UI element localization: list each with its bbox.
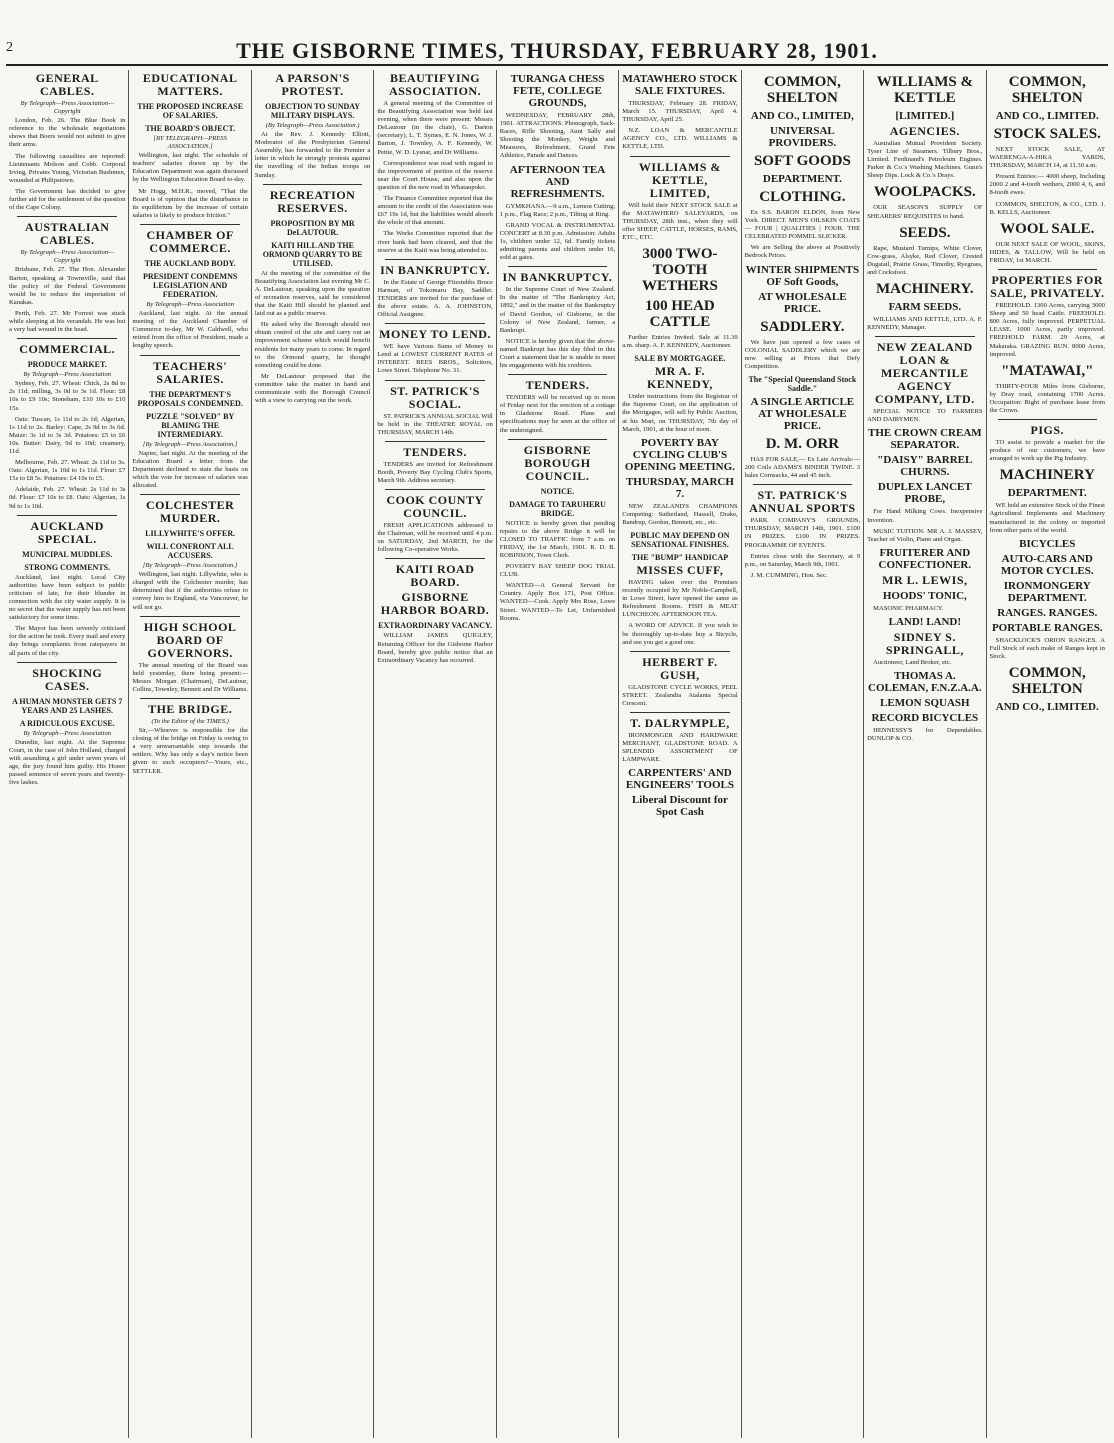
article-headline: AGENCIES.	[889, 124, 960, 138]
ad-display-heading: SEEDS.	[899, 224, 951, 241]
ad-line: LEMON SQUASH	[880, 696, 970, 709]
ad-display-heading: WILLIAMS & KETTLE	[876, 74, 973, 106]
article-subheading: OBJECTION TO SUNDAY MILITARY DISPLAYS.	[265, 102, 361, 120]
column-separator-rule	[140, 355, 239, 356]
article-paragraph: London, Feb. 26. The Blue Book in reference to the wholesale negotiations shows that Boers would not submit to give their arms.	[9, 117, 126, 149]
article-paragraph: GRAND VOCAL & INSTRUMENTAL CONCERT at 8.30 p.m. Admission: Adults 1s, children under 12, 6d. Family tickets admitting parents and children under 16, sold at gates.	[499, 221, 616, 262]
ad-display-heading: COMMON, SHELTON	[1008, 74, 1086, 106]
article-headline: AUCKLAND SPECIAL.	[30, 518, 104, 546]
ad-line: RANGES. RANGES.	[997, 606, 1098, 619]
column-separator-rule	[998, 419, 1097, 420]
column-separator-rule	[998, 269, 1097, 270]
article-paragraph: MASONIC PHARMACY.	[873, 604, 944, 612]
ad-line: PORTABLE RANGES.	[991, 621, 1103, 634]
ad-display-heading: STOCK SALES.	[993, 126, 1101, 142]
article-subheading: DAMAGE TO TARUHERU BRIDGE.	[509, 499, 606, 518]
column-separator-rule	[140, 616, 239, 617]
ad-line: TURANGA CHESS FETE, COLLEGE GROUNDS,	[510, 73, 605, 109]
article-paragraph: The Mayor has been severely criticised for the action he took. Every mail and every day brings complaints from ratepayers in all parts of the city.	[9, 625, 126, 657]
article-subheading: A HUMAN MONSTER GETS 7 YEARS AND 25 LASHES.	[12, 696, 123, 715]
article-paragraph: TENDERS will be received up to noon of Friday next for the erection of a cottage in Gladstone Road. Plans and specifications may be seen at the office of the undersigned.	[499, 394, 616, 434]
column-separator-rule	[17, 216, 117, 217]
column-separator-rule	[630, 156, 729, 157]
column-separator-rule	[385, 489, 484, 490]
article-subheading: THE BOARD'S OBJECT.	[145, 124, 236, 133]
article-subheading: KAITI HILL AND THE ORMOND QUARRY TO BE UTILISED.	[262, 240, 363, 268]
article-paragraph: GYMKHANA.—9 a.m., Lemon Cutting; 1 p.m., Flag Race; 2 p.m., Tilting at Ring.	[499, 202, 616, 218]
article-paragraph: Entries close with the Secretary, at 9 p.m., on Saturday, March 9th, 1901.	[744, 552, 861, 568]
ad-line: [LIMITED.]	[895, 110, 955, 122]
article-paragraph: A general meeting of the Committee of the Beautifying Association was held last evening, when there were present: Messrs DeLautour (in the chair), G. Darton (secretary), L. T. Symes, E. N. Jones, W. J. Barton, J. Townley, A. F. Kennedy, W. Pettie, W. D. Lysnar, and Dr Williams.	[377, 100, 493, 156]
newspaper-column	[741, 70, 863, 1438]
article-paragraph: GLADSTONE CYCLE WORKS, PEEL STREET. Zealandia Atalanta Special Crescent.	[622, 683, 738, 707]
article-headline: T. DALRYMPLE,	[630, 716, 730, 730]
article-headline: TEACHERS' SALARIES.	[153, 358, 228, 386]
article-paragraph: SPECIAL NOTICE TO FARMERS AND DAIRYMEN.	[867, 408, 983, 424]
newspaper-title: THE GISBORNE TIMES, THURSDAY, FEBRUARY 28, 1901.	[236, 38, 878, 63]
article-headline: NEW ZEALAND LOAN & MERCANTILE AGENCY COMPANY, LTD.	[874, 340, 975, 407]
article-headline: SHOCKING CASES.	[32, 665, 103, 693]
ad-display-heading: SOFT GOODS	[753, 153, 851, 169]
article-headline: KAITI ROAD BOARD.	[395, 562, 475, 590]
article-subheading: The "Special Queensland Stock Saddle."	[748, 374, 857, 393]
column-separator-rule	[385, 380, 484, 381]
article-headline: PROPERTIES FOR SALE, PRIVATELY.	[990, 273, 1105, 301]
article-paragraph: The annual meeting of the Board was held yesterday, there being present:—Messrs Morgan (Chairman), DeLautour, Collins, Townley, Bennett and Dr Williams.	[132, 661, 248, 693]
article-paragraph: At the Rev. J. Kennedy Elliott, Moderator of the Presbyterian General Assembly, has forwarded to the Premier a letter in which he strongly protests against the travelling of the Indian troops on Sunday.	[254, 131, 371, 179]
article-paragraph: Auckland, last night. Local City authorities have been subject to public criticism of late, for their blunder in connection with the city water supply. It is no secret that the water supply has not been satisfactory for some time.	[9, 573, 126, 622]
article-paragraph: POVERTY BAY SHEEP DOG TRIAL CLUB.	[499, 563, 616, 579]
column-separator-rule	[630, 651, 729, 652]
article-subheading: A RIDICULOUS EXCUSE.	[19, 718, 115, 728]
article-paragraph: The following casualties are reported: Lieutenants Molson and Cobb. Corporal Irving, Privates Young, Victorian Bushmen, wounded at Philipstown.	[9, 152, 126, 184]
column-separator-rule	[140, 224, 239, 225]
ad-line: THOMAS A. COLEMAN, F.N.Z.A.A.	[868, 669, 982, 694]
article-byline: [BY TELEGRAPH—PRESS ASSOCIATION.]	[153, 135, 227, 151]
article-paragraph: The Finance Committee reported that the amount to the credit of the Association was £67 19s 1d, but the liabilities would absorb the whole of that amount.	[377, 195, 493, 227]
ad-line: CARPENTERS' AND ENGINEERS' TOOLS	[625, 767, 734, 792]
ad-line: DUPLEX LANCET PROBE,	[877, 481, 972, 506]
article-paragraph: A WORD OF ADVICE. If you wish to be thoroughly up-to-date buy a Bicycle, and see you get a good one.	[622, 622, 738, 646]
article-paragraph: TENDERS are invited for Refreshment Booth, Poverty Bay Cycling Club's Sports, March 9th. Address secretary.	[377, 460, 493, 484]
columns-container	[6, 70, 1108, 1438]
article-paragraph: Wellington, last night. The schedule of teachers' salaries drawn up by the Education Department was again discussed by the Wellington Education Board to-day.	[132, 152, 248, 184]
newspaper-column	[251, 70, 373, 1438]
article-paragraph: Rape, Mustard Turnips, White Clover, Cow-grass, Alsyke, Red Clover, Crested Dogstail, Prairie Grass, Timothy, Ryegrass, and Cocksfoot.	[867, 244, 983, 276]
article-paragraph: IRONMONGER AND HARDWARE MERCHANT, GLADSTONE ROAD. A SPLENDID ASSORTMENT OF LAMPWARE.	[622, 732, 738, 764]
column-separator-rule	[385, 558, 484, 559]
ad-line: FRUITERER AND CONFECTIONER.	[878, 546, 972, 571]
article-paragraph: FREEHOLD. 1300 Acres, carrying 3000 Sheep and 50 head Cattle. FREEHOLD. 800 Acres, fully improved. PERPETUAL LEASE. 1000 Acres, partly improved. FREEHOLD FARM. 29 Acres, at Makaraka. GRAZING RUN. 8000 Acres, improved.	[989, 302, 1105, 358]
ad-line: POVERTY BAY CYCLING CLUB'S OPENING MEETING.	[624, 436, 735, 473]
ad-display-heading: 100 HEAD CATTLE	[645, 298, 715, 331]
article-paragraph: NOTICE is hereby given that pending repairs to the above Bridge it will be CLOSED TO TRAFFIC from 7 a.m. on FRIDAY, the 1st March, 1901. R. D. B. ROBINSON, Town Clerk.	[499, 519, 616, 559]
article-paragraph: We are Selling the above at Positively Bedrock Prices.	[744, 244, 861, 260]
ad-line: FARM SEEDS.	[888, 301, 962, 314]
article-paragraph: NOTICE is hereby given that the above-named Bankrupt has this day filed in this Court a statement that he is unable to meet his engagements with his creditors.	[499, 337, 616, 370]
article-headline: MR L. LEWIS,	[882, 572, 968, 587]
column-separator-rule	[17, 338, 117, 339]
article-subheading: THE AUCKLAND BODY.	[144, 258, 236, 268]
article-paragraph: Correspondence was read with regard to the improvement of portion of the reserve near the Court House, and also upon the question of the new road in Whataupoko.	[377, 159, 493, 191]
ad-line: AND CO., LIMITED.	[995, 110, 1099, 122]
article-headline: A PARSON'S PROTEST.	[275, 71, 350, 98]
article-headline: THE BRIDGE.	[148, 702, 233, 716]
ad-line: BICYCLES	[1019, 537, 1076, 550]
article-headline: ST. PATRICK'S ANNUAL SPORTS	[749, 488, 856, 516]
article-headline: TENDERS.	[525, 378, 590, 393]
ad-display-heading: D. M. ORR	[765, 435, 840, 452]
column-separator-rule	[385, 259, 484, 260]
article-headline: GISBORNE BOROUGH COUNCIL.	[523, 442, 592, 483]
article-byline: By Telegraph—Press Association	[23, 729, 112, 737]
article-paragraph: OUR SEASON'S SUPPLY OF SHEARERS' REQUISITES to hand.	[867, 204, 983, 220]
article-headline: GISBORNE HARBOR BOARD.	[380, 590, 490, 618]
article-headline: PIGS.	[1030, 423, 1065, 438]
article-subheading: STRONG COMMENTS.	[24, 562, 111, 572]
article-paragraph: Mr Hogg, M.H.R., moved, "That the Board is of opinion that the disturbance in its equilibrium by the increase of certain salaries is likely to produce friction."	[132, 187, 248, 219]
ad-line: AUTO-CARS AND MOTOR CYCLES.	[1000, 552, 1094, 577]
column-separator-rule	[508, 374, 607, 375]
article-paragraph: WILLIAMS AND KETTLE, LTD. A. F. KENNEDY, Manager.	[867, 316, 983, 332]
column-separator-rule	[753, 484, 852, 485]
article-paragraph: Mr DeLautour proposed that the committee take the matter in hand and communicate with the Borough Council with a view to carrying out the work.	[254, 372, 371, 405]
article-subheading: SALE BY MORTGAGEE.	[634, 354, 726, 364]
article-paragraph: WANTED—A General Servant for Country. Apply Box 171, Post Office. WANTED—Cook. Apply Mrs Rose, Lowe Street. WANTED—To Let, Unfurnished Rooms.	[499, 582, 616, 622]
article-headline: COOK COUNTY COUNCIL.	[386, 493, 484, 521]
ad-line: AND CO., LIMITED,	[750, 110, 854, 122]
ad-line: AT WHOLESALE PRICE.	[758, 290, 847, 315]
ad-display-heading: MACHINERY.	[875, 281, 974, 298]
ad-line: AND CO., LIMITED.	[995, 701, 1099, 713]
article-paragraph: ST. PATRICK'S ANNUAL SOCIAL Will be held in the THEATRE ROYAL on THURSDAY, MARCH 14th.	[377, 412, 493, 436]
article-paragraph: In the Estate of George Fitzstubbs Bruce Harman, of Tokomaru Bay, Saddler. TENDERS are invited for the purchase of the above estate. A. A. JOHNSTON, Official Assignee.	[377, 278, 493, 319]
article-headline: BEAUTIFYING ASSOCIATION.	[388, 71, 482, 98]
ad-line: THURSDAY, MARCH 7.	[625, 475, 734, 500]
article-subheading: EXTRAORDINARY VACANCY.	[378, 621, 493, 631]
article-paragraph: Perth, Feb. 27. Mr Forrest was stuck while sleeping at his verandah. He was but a very bad wound in the head.	[9, 309, 126, 334]
ad-line: IRONMONGERY DEPARTMENT.	[1003, 579, 1091, 604]
article-paragraph: Under instructions from the Registrar of the Supreme Court, on the application of the Mortgagee, will sell by Public Auction, at his Mart, on THURSDAY, 7th day of March, 1901, at the hour of noon.	[622, 393, 738, 433]
article-paragraph: N.Z. LOAN & MERCANTILE AGENCY CO., LTD. WILLIAMS & KETTLE, LTD.	[622, 127, 738, 151]
article-paragraph: Sir,—Whoever is responsible for the closing of the bridge on Friday is owing to a very unwarrantable step towards the settlers. Why has only a day's notice been given to such occupiers?—Yours, etc., SETTLER.	[132, 727, 248, 775]
article-paragraph: Wellington, last night. Lillywhite, who is charged with the Colchester murder, has determined that if the authorities refuse to convey him to England, via Vancouver, he will not go.	[132, 571, 248, 611]
newspaper-column	[986, 70, 1108, 1438]
column-separator-rule	[17, 515, 117, 516]
masthead-rule	[6, 64, 1108, 66]
article-paragraph: Further Entries Invited. Sale at 11.30 a.m. sharp. A. F. KENNEDY, Auctioneer.	[622, 334, 738, 350]
article-paragraph: Dunedin, last night. At the Supreme Court, in the case of John Holland, charged with assaulting a girl under seven years of age, the jury found him guilty. His Honor passed sentence of seven years and twenty-five lashes.	[9, 738, 126, 787]
article-paragraph: Present Entries:— 4000 sheep, Including 2000 2 and 4-tooth wethers, 2000 4, 6, and 8-tooth ewes.	[989, 173, 1105, 197]
newspaper-column	[373, 70, 495, 1438]
article-paragraph: MUSIC TUITION. MR A. J. MASSEY, Teacher of Violin, Piano and Organ.	[867, 527, 983, 543]
article-headline: CHAMBER OF COMMERCE.	[146, 227, 234, 255]
article-headline: GENERAL CABLES.	[35, 71, 99, 98]
article-paragraph: Auctioneer, Land Broker, etc.	[873, 658, 952, 666]
article-headline: HERBERT F. GUSH,	[642, 654, 718, 682]
column-separator-rule	[385, 441, 484, 442]
newspaper-column	[863, 70, 985, 1438]
article-headline: ST. PATRICK'S SOCIAL.	[390, 383, 480, 411]
column-separator-rule	[140, 698, 239, 699]
article-paragraph: Will hold their NEXT STOCK SALE at the MATAWHERO SALEYARDS, on THURSDAY, 28th inst., when they will offer SHEEP, CATTLE, HORSES, RAMS, ETC., ETC.	[622, 201, 738, 241]
ad-line: AFTERNOON TEA AND REFRESHMENTS.	[509, 163, 606, 200]
article-paragraph: He asked why the Borough should not obtain control of the site and carry out an improvement scheme which would benefit residents for many years to come. In regard to the Ormond quarry, he thought something could be done.	[254, 321, 371, 369]
article-paragraph: WEDNESDAY, FEBRUARY 28th, 1901. ATTRACTIONS: Phonograph, Sack-Races, Rifle Shooting, Aunt Sally and Shooting the Monkey, Weight and Measures, Refreshment, Grand Fete Athletics, Parade and Dances.	[499, 112, 616, 160]
article-headline: WILLIAMS & KETTLE, LIMITED,	[638, 159, 721, 200]
article-headline: AUSTRALIAN CABLES.	[25, 220, 110, 248]
ad-line: WINTER SHIPMENTS OF Soft Goods,	[745, 263, 860, 288]
column-separator-rule	[140, 494, 239, 495]
column-separator-rule	[263, 184, 362, 185]
article-paragraph: PARK COMPANY'S GROUNDS, THURSDAY, MARCH 14th, 1901. £100 IN PRIZES. £100 IN PRIZES. PROGRAMME OF EVENTS.	[744, 517, 861, 549]
article-paragraph: We have just opened a few cases of COLONIAL SADDLERY which we are now selling at Prices that Defy Competition.	[744, 338, 861, 370]
page-number: 2	[6, 40, 13, 55]
article-subheading: THE DEPARTMENT'S PROPOSALS CONDEMNED.	[137, 389, 243, 408]
column-separator-rule	[17, 662, 117, 663]
article-paragraph: WILLIAM JAMES QUIGLEY, Returning Officer for the Gisborne Harbor Board, hereby give public notice that an Extraordinary Vacancy has occurred.	[377, 632, 493, 664]
ad-display-heading: SADDLERY.	[760, 318, 845, 335]
article-paragraph: Auckland, last night. At the annual meeting of the Auckland Chamber of Commerce to-day, Mr W. Caldwell, who retired from the office of President, made a lengthy speech.	[132, 310, 248, 350]
article-paragraph: Ex S.S. BARON ELDON, from New York. DIRECT. MEN'S OILSKIN COATS— FOUR | QUALITIES | FOUR. THE CELEBRATED POMMEL SLICKER.	[744, 209, 861, 241]
article-subheading: PRESIDENT CONDEMNS LEGISLATION AND FEDERATION.	[143, 271, 238, 299]
article-headline: IN BANKRUPTCY.	[380, 262, 490, 277]
article-paragraph: For Hand Milking Cows. Inexpensive Invention.	[867, 508, 983, 524]
article-headline: EDUCATIONAL MATTERS.	[142, 71, 238, 98]
article-byline: (By Telegraph—Press Association.)	[265, 122, 360, 129]
article-paragraph: OUR NEXT SALE OF WOOL, SKINS, HIDES, & TALLOW, Will be held on FRIDAY, 1st MARCH.	[989, 240, 1105, 264]
newspaper-column	[496, 70, 618, 1438]
article-paragraph: At the meeting of the committee of the Beautifying Association last evening Mr C. A. DeLautour, speaking upon the question of recreation reserves, said he considered that the Kaiti Hill should be planted and laid out as a public reserve.	[254, 269, 371, 318]
article-paragraph: HAVING taken over the Premises recently occupied by Mr Noble-Campbell, in Lowe Street, have opened the same as Refreshment Rooms. FISH & MEAT LUNCHEON. AFTERNOON TEA.	[622, 578, 738, 619]
article-headline: MR A. F. KENNEDY,	[646, 364, 713, 392]
ad-line: MATAWHERO STOCK SALE FIXTURES.	[622, 73, 738, 97]
article-paragraph: The Government has decided to give further aid for the settlement of the question of the Cape Colony.	[9, 187, 126, 212]
article-paragraph: Australian Mutual Provident Society. Tyser Line of Steamers. Tilbury Bros., Limited. Ferdinand's Petroleum Engines. Parker & Co.'s Washing Machines. Gunn's Sheep Dips. Lock & Co.'s Drays.	[867, 140, 983, 180]
article-headline: MONEY TO LEND.	[379, 327, 491, 342]
ad-display-heading: COMMON, SHELTON	[763, 74, 841, 106]
article-headline: RECREATION RESERVES.	[269, 187, 356, 215]
ad-line: LAND! LAND!	[888, 615, 962, 628]
article-subheading: THE PROPOSED INCREASE OF SALARIES.	[137, 102, 244, 120]
article-paragraph: HENNESSY'S for Dependables. DUNLOP & CO.	[867, 726, 983, 743]
masthead	[0, 0, 1114, 70]
column-separator-rule	[630, 712, 729, 713]
article-subheading: WILL CONFRONT ALL ACCUSERS.	[146, 542, 234, 561]
article-subheading: LILLYWHITE'S OFFER.	[145, 529, 236, 539]
article-subheading: PUBLIC MAY DEPEND ON SENSATIONAL FINISHES.	[630, 530, 730, 549]
article-paragraph: Melbourne, Feb. 27. Wheat: 2s 11d to 3s. Oats: Algerian, 1s 10d to 1s 11d. Flour: £7 15s to £8 5s. Potatoes: £4 10s to £5.	[9, 459, 126, 483]
ad-line: HOODS' TONIC,	[882, 589, 967, 602]
article-byline: (To the Editor of the TIMES.)	[151, 718, 229, 725]
article-paragraph: WE hold an extensive Stock of the Finest Agricultural Implements and Machinery manufactured in the colony or imported from other parts of the world.	[989, 502, 1105, 534]
article-byline: By Telegraph—Press Association—Copyright	[20, 249, 114, 265]
column-separator-rule	[508, 266, 607, 267]
article-headline: COLCHESTER MURDER.	[145, 498, 235, 526]
article-subheading: NOTICE.	[540, 486, 575, 496]
article-byline: By Telegraph—Press Association—Copyright	[20, 100, 114, 116]
article-paragraph: NEW ZEALAND'S CHAMPIONS Competing: Sutherland, Hassell, Drake, Bandrup, Gordon, Bennett, etc., etc.	[622, 502, 738, 526]
article-headline: IN BANKRUPTCY.	[502, 270, 613, 285]
article-subheading: PUZZLE "SOLVED" BY BLAMING THE INTERMEDIARY.	[146, 411, 235, 439]
ad-display-heading: CLOTHING.	[759, 189, 846, 205]
newspaper-column	[6, 70, 128, 1438]
ad-display-heading: 3000 TWO-TOOTH WETHERS	[642, 246, 718, 295]
article-byline: By Telegraph—Press Association	[23, 371, 112, 379]
ad-line: Liberal Discount for Spot Cash	[631, 794, 728, 819]
ad-line: "DAISY" BARREL CHURNS.	[877, 454, 973, 479]
article-paragraph: Oats: Tuscan, 1s 11d to 2s 1d; Algerian, 1s 11d to 2s. Barley: Cape, 2s 9d to 3s 6d. Maize: 3s 1d to 3s 3d. Potatoes: £5 to £6 10s. Butter: Dairy, 9d to 10d; creamery, 11d.	[9, 415, 126, 455]
article-paragraph: Napier, last night. At the meeting of the Education Board a letter from the Department declined to state the basis on which the vote for increase of salaries was allocated.	[132, 449, 248, 489]
newspaper-column	[618, 70, 740, 1438]
article-paragraph: COMMON, SHELTON, & CO., LTD. J. B. KELLS, Auctioneer.	[989, 200, 1105, 216]
article-byline: [By Telegraph—Press Association.]	[142, 562, 238, 570]
article-headline: SIDNEY S. SPRINGALL,	[885, 629, 964, 657]
article-paragraph: Sydney, Feb. 27. Wheat: Chick, 2s 8d to 2s 11d; milling, 3s 0d to 3s 1d. Flour: £8 10s to £9 10s; Stoneham, £10 10s to £10 15s.	[9, 380, 126, 412]
ad-display-heading: "MATAWAI,"	[1001, 362, 1094, 379]
article-paragraph: SHACKLOCK'S ORION RANGES. A Full Stock of each make of Ranges kept in Stock.	[989, 636, 1105, 660]
ad-line: THE CROWN CREAM SEPARATOR.	[867, 427, 982, 452]
newspaper-column	[128, 70, 250, 1438]
article-headline: COMMERCIAL.	[19, 342, 116, 357]
ad-display-heading: MACHINERY	[999, 467, 1095, 484]
article-paragraph: WE have Various Sums of Money to Lend at LOWEST CURRENT RATES of INTEREST. REES BROS., Solicitors, Lowe Street. Telephone No. 31.	[377, 343, 493, 375]
article-paragraph: In the Supreme Court of New Zealand. In the matter of "The Bankruptcy Act, 1892," and in the matter of the Bankruptcy of David Gordon, of Gisborne, in the Colony of New Zealand, farmer, a Bankrupt.	[499, 286, 616, 334]
article-headline: HIGH SCHOOL BOARD OF GOVERNORS.	[143, 619, 237, 660]
article-paragraph: Brisbane, Feb. 27. The Hon. Alexander Barton, speaking at Townsville, said that the policy of the Federal Government would be to reduce the importation of Kanakas.	[9, 266, 126, 306]
article-byline: [By Telegraph—Press Association.]	[142, 440, 238, 448]
column-separator-rule	[875, 336, 974, 337]
article-paragraph: NEXT STOCK SALE, AT WAERENGA-A-HIKA YARDS, THURSDAY, MARCH 14, at 11.30 a.m.	[989, 146, 1105, 170]
column-separator-rule	[508, 439, 607, 440]
article-paragraph: THURSDAY, February 28. FRIDAY, March 15. THURSDAY, April 4. THURSDAY, April 25.	[622, 100, 738, 124]
article-headline: MISSES CUFF,	[636, 562, 724, 577]
article-headline: TENDERS.	[403, 444, 467, 459]
article-paragraph: The Works Committee reported that the river bank had been cleared, and that the reserve at the Kaiti was being attended to.	[377, 230, 493, 254]
ad-display-heading: WOOLPACKS.	[873, 184, 976, 201]
article-paragraph: Adelaide, Feb. 27. Wheat: 2s 11d to 3s 0d. Flour: £7 10s to £8. Oats: Algerian, 1s 9d to 1s 10d.	[9, 486, 126, 510]
article-paragraph: HAS FOR SALE,— Ex Late Arrivals:— 200 Coils ADAMS'S BINDER TWINE. 3 bales Cornsacks, 44 and 45 inch.	[744, 455, 861, 480]
ad-display-heading: COMMON, SHELTON	[1008, 665, 1086, 697]
article-paragraph: THIRTY-FOUR Miles from Gisborne, by Dray road, containing 1700 Acres. Occupation: Right of purchase lease from the Crown.	[989, 382, 1105, 414]
article-subheading: THE "BUMP" HANDICAP	[631, 552, 729, 562]
ad-line: A SINGLE ARTICLE AT WHOLESALE PRICE.	[750, 395, 855, 432]
ad-line: DEPARTMENT.	[1007, 487, 1087, 500]
ad-display-heading: WOOL SALE.	[1000, 220, 1095, 237]
article-paragraph: TO assist to provide a market for the produce of our customers, we have arranged to work up the Pig Industry.	[989, 439, 1105, 463]
article-subheading: PRODUCE MARKET.	[27, 360, 107, 370]
article-subheading: PROPOSITION BY MR DeLAUTOUR.	[270, 218, 355, 237]
article-paragraph: FRESH APPLICATIONS addressed to the Chairman, will be received until 4 p.m. on SATURDAY, 2nd MARCH, for the following Co-operative Works.	[377, 522, 493, 554]
column-separator-rule	[385, 323, 484, 324]
article-paragraph: J. M. CUMMING, Hon. Sec.	[750, 571, 828, 579]
ad-line: RECORD BICYCLES	[871, 711, 979, 724]
ad-line: DEPARTMENT.	[762, 173, 842, 185]
ad-line: UNIVERSAL PROVIDERS.	[768, 125, 837, 149]
article-byline: By Telegraph—Press Association	[146, 300, 234, 308]
article-subheading: MUNICIPAL MUDDLES.	[22, 549, 113, 559]
